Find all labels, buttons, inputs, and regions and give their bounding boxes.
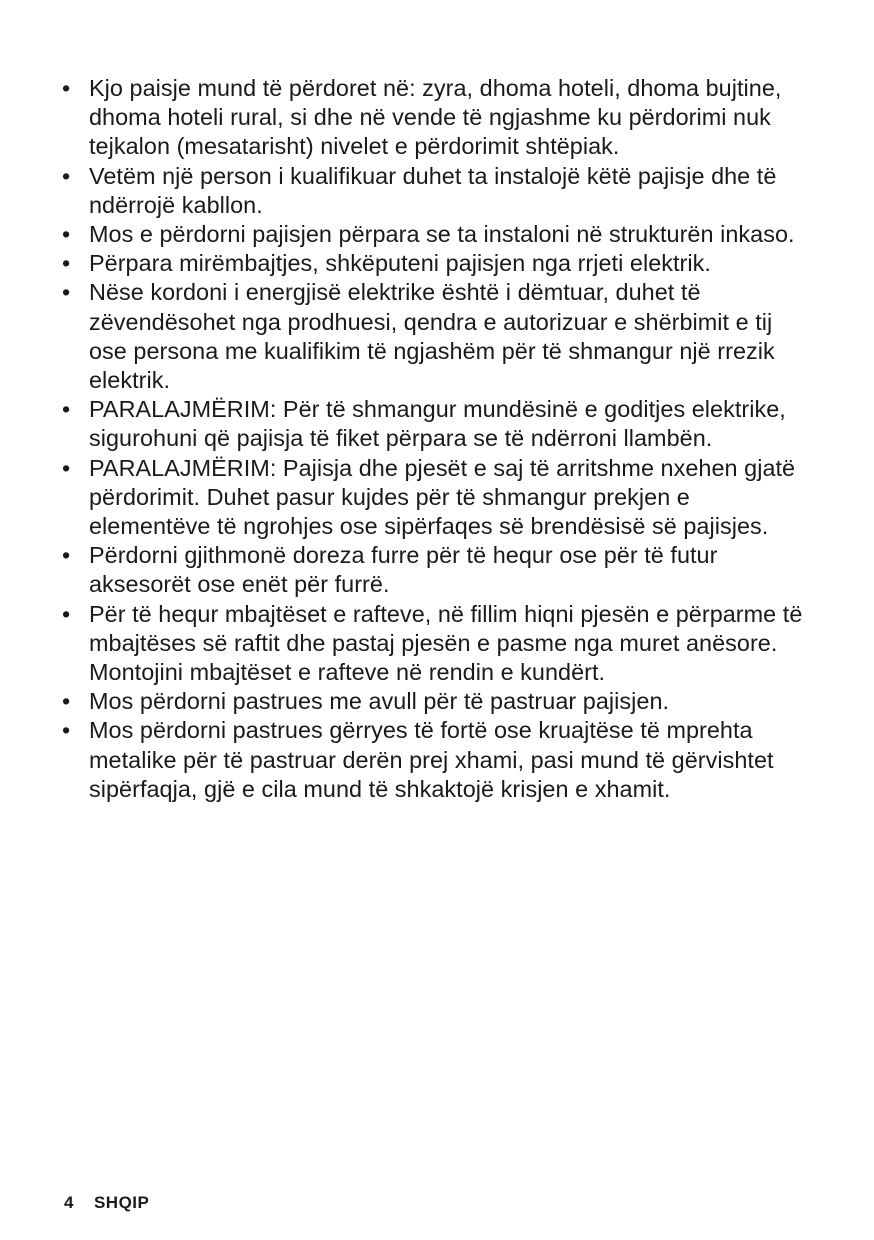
list-item <box>62 600 814 688</box>
list-item-text: Vetëm një person i kualifikuar duhet ta instalojë këtë pajisje dhe të ndërrojë kabllon. <box>89 162 777 218</box>
bullet-icon: • <box>62 279 71 306</box>
list-item-text: Mos përdorni pastrues gërryes të fortë ose kruajtëse të mprehta metalike për të pastruar derën prej xhami, pasi mund të gërvishtet sipërfaqja, gjë e cila mund të shkaktojë krisjen e xhamit. <box>89 717 774 802</box>
list-item <box>62 687 814 716</box>
list-item-text: Nëse kordoni i energjisë elektrike është i dëmtuar, duhet të zëvendësohet nga prodhuesi, qendra e autorizuar e shërbimit e tij ose persona me kualifikim të ngjashëm për të shmangur një rrezik elektrik. <box>89 279 775 394</box>
safety-instructions-list <box>62 74 814 804</box>
list-item <box>62 162 814 220</box>
list-item-text: PARALAJMËRIM: Pajisja dhe pjesët e saj të arritshme nxehen gjatë përdorimit. Duhet pasur kujdes për të shmangur prekjen e elementëve të ngrohjes ose sipërfaqes së brendësisë së pajisjes. <box>89 454 796 540</box>
list-item-text: Mos e përdorni pajisjen përpara se ta instaloni në strukturën inkaso. <box>89 221 795 248</box>
bullet-icon: • <box>62 688 71 715</box>
bullet-icon: • <box>62 221 71 248</box>
language-label: SHQIP <box>93 1193 150 1212</box>
bullet-icon: • <box>62 75 71 101</box>
list-item-text: Për të hequr mbajtëset e rafteve, në fillim hiqni pjesën e përparme të mbajtëses së raftit dhe pastaj pjesën e pasme nga muret anësore. Montojini mbajtëset e rafteve në rendin e kundërt. <box>89 600 803 686</box>
list-item <box>62 395 814 453</box>
list-item <box>62 541 814 599</box>
list-item-text: Përdorni gjithmonë doreza furre për të hequr ose për të futur aksesorët ose enët për furrë. <box>89 542 718 598</box>
list-item <box>62 249 814 278</box>
bullet-icon: • <box>62 600 71 627</box>
list-item <box>62 220 814 249</box>
list-item-text: Mos përdorni pastrues me avull për të pastruar pajisjen. <box>89 688 670 715</box>
list-item <box>62 716 814 804</box>
list-item <box>62 74 814 162</box>
bullet-icon: • <box>62 542 71 569</box>
page-number: 4 <box>64 1193 74 1212</box>
list-item-text: Përpara mirëmbajtjes, shkëputeni pajisjen nga rrjeti elektrik. <box>89 250 711 277</box>
list-item-text: PARALAJMËRIM: Për të shmangur mundësinë e goditjes elektrike, sigurohuni që pajisja të fiket përpara se të ndërroni llambën. <box>89 396 786 452</box>
page-footer <box>64 1193 149 1213</box>
bullet-icon: • <box>62 717 71 744</box>
bullet-icon: • <box>62 396 71 423</box>
list-item <box>62 454 814 542</box>
bullet-icon: • <box>62 454 71 481</box>
bullet-icon: • <box>62 250 71 277</box>
list-item-text: Kjo paisje mund të përdoret në: zyra, dhoma hoteli, dhoma bujtine, dhoma hoteli rural, si dhe në vende të ngjashme ku përdorimi nuk tejkalon (mesatarisht) nivelet e përdorimit shtëpiak. <box>89 75 782 160</box>
bullet-icon: • <box>62 162 71 189</box>
list-item <box>62 278 814 395</box>
